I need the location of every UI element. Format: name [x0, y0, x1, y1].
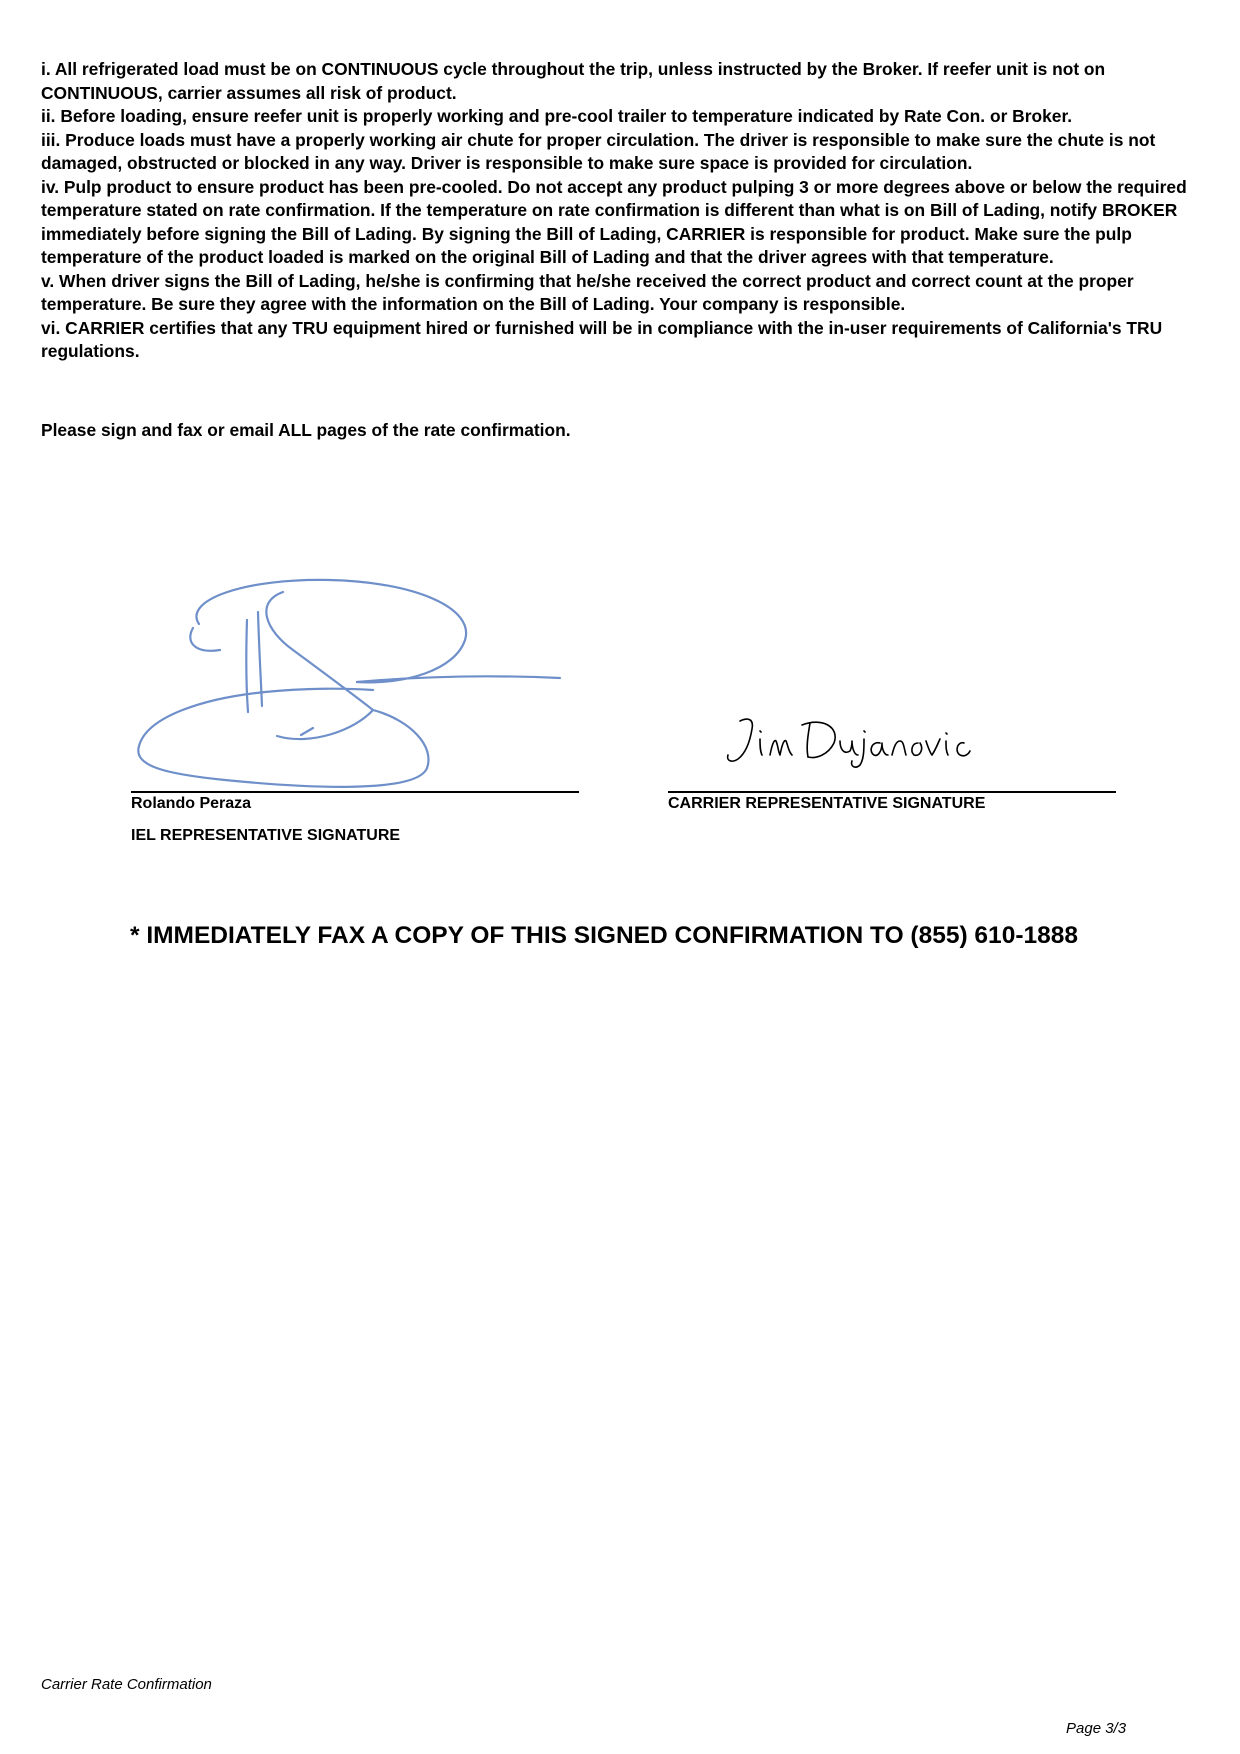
term-item: iii. Produce loads must have a properly working air chute for proper circulation. The driver is responsible to make sure the chute is not damaged, obstructed or blocked in any way. Driver is responsible to make sure space is provided for circulation. [41, 129, 1156, 173]
carrier-signature-label: CARRIER REPRESENTATIVE SIGNATURE [668, 795, 986, 812]
term-item: ii. Before loading, ensure reefer unit is properly working and pre-cool trailer to temperature indicated by Rate Con. or Broker. [41, 106, 1073, 126]
carrier-signature-script [722, 715, 982, 770]
iel-signature-label: IEL REPRESENTATIVE SIGNATURE [131, 827, 401, 844]
carrier-signature-line [668, 791, 1116, 793]
iel-signer-name: Rolando Peraza [131, 795, 252, 812]
iel-handwritten-signature [125, 570, 595, 790]
terms-list [41, 58, 1216, 364]
footer-document-title: Carrier Rate Confirmation [41, 1676, 212, 1693]
term-item: vi. CARRIER certifies that any TRU equipment hired or furnished will be in compliance with the in-user requirements of California's TRU regulations. [41, 317, 1163, 361]
carrier-handwritten-signature [722, 715, 982, 770]
fax-notice: * IMMEDIATELY FAX A COPY OF THIS SIGNED CONFIRMATION TO (855) 610-1888 [130, 922, 1078, 949]
iel-signature-line [131, 791, 579, 793]
iel-signature-scribble [125, 570, 595, 790]
footer-page-number: Page 3/3 [1066, 1720, 1127, 1737]
term-item: iv. Pulp product to ensure product has been pre-cooled. Do not accept any product pulping 3 or more degrees above or below the required temperature stated on rate confirmation. If the temperature on rate confirmation is different than what is on Bill of Lading, notify BROKER immediately before signing the Bill of Lading. By signing the Bill of Lading, CARRIER is responsible for product. Make sure the pulp temperature of the product loaded is marked on the original Bill of Lading and that the driver agrees with that temperature. [41, 176, 1187, 267]
term-item: i. All refrigerated load must be on CONTINUOUS cycle throughout the trip, unless instructed by the Broker. If reefer unit is not on CONTINUOUS, carrier assumes all risk of product. [41, 59, 1106, 103]
term-item: v. When driver signs the Bill of Lading, he/she is confirming that he/she received the correct product and correct count at the proper temperature. Be sure they agree with the information on the Bill of Lading. Your company is responsible. [41, 270, 1134, 314]
sign-instruction: Please sign and fax or email ALL pages of the rate confirmation. [41, 420, 571, 440]
